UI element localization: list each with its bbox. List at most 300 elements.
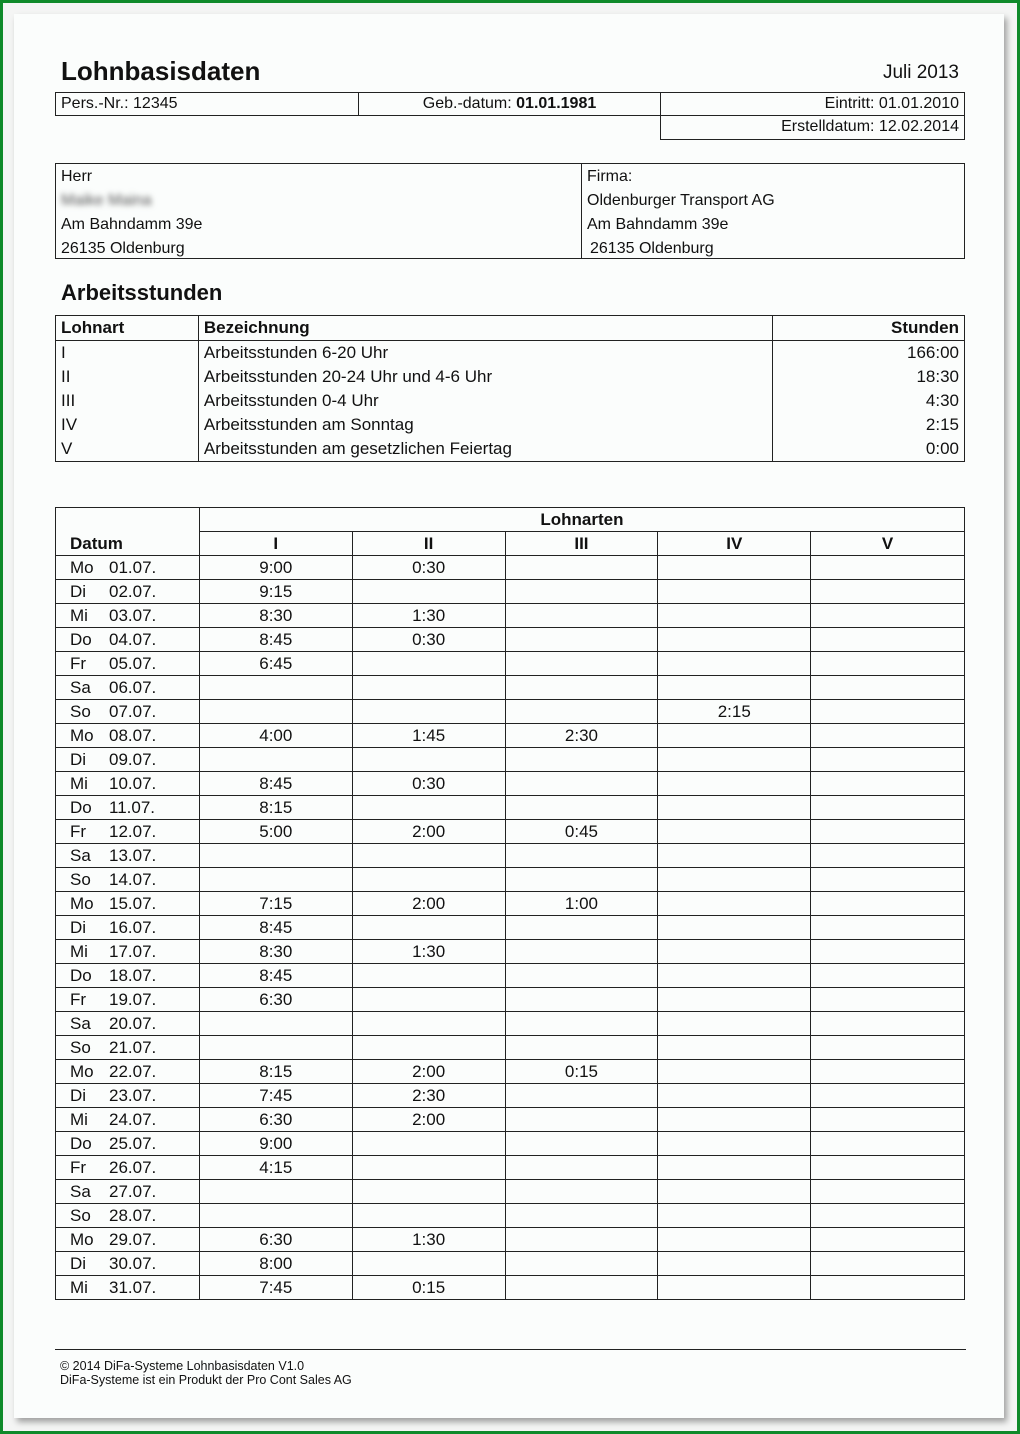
hours-col-iv	[658, 964, 811, 988]
wage-type-description: Arbeitsstunden 6-20 Uhr	[198, 341, 772, 366]
date: 19.07.	[109, 990, 157, 1009]
hours-col-iv	[658, 724, 811, 748]
hours-col-v	[811, 1036, 965, 1060]
hours-col-ii	[352, 868, 505, 892]
hours-col-i: 6:30	[199, 988, 352, 1012]
weekday: Di	[70, 750, 87, 769]
hours-col-ii	[352, 964, 505, 988]
hours-col-iv	[658, 1276, 811, 1300]
day-date-cell	[56, 868, 200, 892]
day-date-cell	[56, 796, 200, 820]
weekday: Mi	[70, 942, 88, 961]
day-row	[56, 940, 965, 964]
header-col-iii: III	[505, 532, 658, 556]
hours-col-iv	[658, 1060, 811, 1084]
hours-col-v	[811, 700, 965, 724]
weekday: Sa	[70, 1014, 91, 1033]
header-datum: Datum	[56, 532, 200, 556]
hours-col-iii	[505, 1252, 658, 1276]
weekday: Mi	[70, 774, 88, 793]
pers-nr-cell	[55, 92, 359, 116]
hours-col-iv	[658, 1252, 811, 1276]
date: 20.07.	[109, 1014, 157, 1033]
wage-type-code: II	[56, 365, 199, 389]
hours-col-ii	[352, 844, 505, 868]
day-date-cell	[56, 652, 200, 676]
date: 01.07.	[109, 558, 157, 577]
wage-type-description: Arbeitsstunden 0-4 Uhr	[198, 389, 772, 413]
hours-col-ii	[352, 1180, 505, 1204]
day-date-cell	[56, 988, 200, 1012]
hours-col-ii: 1:30	[352, 1228, 505, 1252]
weekday: Mi	[70, 1110, 88, 1129]
weekday: So	[70, 1206, 91, 1225]
day-date-cell	[56, 1108, 200, 1132]
day-row	[56, 1012, 965, 1036]
day-row	[56, 916, 965, 940]
hours-col-iii: 2:30	[505, 724, 658, 748]
hours-col-iv	[658, 940, 811, 964]
weekday: Do	[70, 966, 92, 985]
period-label: Juli 2013	[882, 62, 959, 83]
group-header-row	[56, 508, 965, 532]
hours-col-ii: 1:45	[352, 724, 505, 748]
hours-col-ii: 1:30	[352, 940, 505, 964]
hours-col-iii	[505, 1204, 658, 1228]
hours-col-ii	[352, 652, 505, 676]
hours-col-i: 8:15	[199, 796, 352, 820]
hours-col-i	[199, 844, 352, 868]
employee-city: 26135 Oldenburg	[61, 240, 185, 257]
hours-col-v	[811, 580, 965, 604]
header-col-v: V	[811, 532, 965, 556]
hours-col-v	[811, 748, 965, 772]
hours-col-iv	[658, 796, 811, 820]
hours-col-iii	[505, 676, 658, 700]
hours-col-iii	[505, 1108, 658, 1132]
company-label: Firma:	[587, 168, 633, 185]
day-row	[56, 652, 965, 676]
hours-col-v	[811, 1108, 965, 1132]
wage-type-row	[56, 437, 965, 462]
weekday: Fr	[70, 1158, 87, 1177]
weekday: Mo	[70, 558, 94, 577]
hours-col-ii: 2:00	[352, 892, 505, 916]
hours-col-ii	[352, 748, 505, 772]
hours-col-ii: 0:30	[352, 772, 505, 796]
day-date-cell	[56, 1036, 200, 1060]
hours-col-i: 8:45	[199, 628, 352, 652]
hours-col-ii: 2:00	[352, 1060, 505, 1084]
document-page	[14, 14, 1004, 1418]
hours-col-iv	[658, 772, 811, 796]
hours-col-ii	[352, 1036, 505, 1060]
wage-type-row	[56, 413, 965, 437]
wage-type-hours: 18:30	[773, 365, 965, 389]
wage-type-hours: 166:00	[773, 341, 965, 366]
hours-col-iv	[658, 652, 811, 676]
hours-col-iii	[505, 940, 658, 964]
hours-col-v	[811, 820, 965, 844]
date: 05.07.	[109, 654, 157, 673]
day-date-cell	[56, 1084, 200, 1108]
date: 24.07.	[109, 1110, 157, 1129]
hours-col-iii	[505, 772, 658, 796]
wage-types-table	[55, 315, 965, 462]
weekday: So	[70, 1038, 91, 1057]
day-date-cell	[56, 892, 200, 916]
weekday: Mo	[70, 1062, 94, 1081]
hours-col-v	[811, 1180, 965, 1204]
day-date-cell	[56, 1060, 200, 1084]
employee-street: Am Bahndamm 39e	[61, 216, 203, 233]
day-row	[56, 1204, 965, 1228]
day-row	[56, 724, 965, 748]
hours-col-v	[811, 844, 965, 868]
address-box	[55, 163, 965, 259]
hours-col-v	[811, 628, 965, 652]
footer	[60, 1359, 352, 1387]
hours-col-i: 4:00	[199, 724, 352, 748]
date: 29.07.	[109, 1230, 157, 1249]
hours-col-v	[811, 964, 965, 988]
day-date-cell	[56, 964, 200, 988]
day-row	[56, 1036, 965, 1060]
created-date-value: 12.02.2014	[878, 118, 959, 135]
hours-col-iii	[505, 1180, 658, 1204]
date: 09.07.	[109, 750, 157, 769]
wage-type-code: V	[56, 437, 199, 462]
birthdate-value: 01.01.1981	[516, 95, 597, 112]
hours-col-iv	[658, 820, 811, 844]
day-date-cell	[56, 676, 200, 700]
date: 04.07.	[109, 630, 157, 649]
date: 03.07.	[109, 606, 157, 625]
weekday: Mo	[70, 894, 94, 913]
birthdate-cell	[358, 92, 661, 116]
hours-col-i: 8:15	[199, 1060, 352, 1084]
hours-col-iv	[658, 628, 811, 652]
hours-col-i: 6:30	[199, 1108, 352, 1132]
wage-type-description: Arbeitsstunden 20-24 Uhr und 4-6 Uhr	[198, 365, 772, 389]
day-row	[56, 844, 965, 868]
date: 16.07.	[109, 918, 157, 937]
hours-col-i	[199, 1204, 352, 1228]
hours-col-i	[199, 868, 352, 892]
date-header-top	[56, 508, 200, 532]
hours-col-v	[811, 652, 965, 676]
day-row	[56, 700, 965, 724]
hours-col-iii	[505, 628, 658, 652]
day-row	[56, 628, 965, 652]
day-row	[56, 556, 965, 580]
header-lohnart: Lohnart	[56, 316, 199, 341]
wage-type-code: IV	[56, 413, 199, 437]
day-date-cell	[56, 724, 200, 748]
day-row	[56, 1180, 965, 1204]
hours-col-ii	[352, 1012, 505, 1036]
hours-col-v	[811, 940, 965, 964]
hours-col-iv	[658, 1180, 811, 1204]
created-date-label: Erstelldatum:	[781, 118, 875, 135]
hours-col-ii	[352, 1204, 505, 1228]
day-date-cell	[56, 748, 200, 772]
day-row	[56, 1108, 965, 1132]
weekday: Di	[70, 582, 87, 601]
day-date-cell	[56, 1228, 200, 1252]
date: 18.07.	[109, 966, 157, 985]
hours-col-i	[199, 1036, 352, 1060]
wage-type-row	[56, 389, 965, 413]
company-city: 26135 Oldenburg	[590, 240, 714, 257]
hours-col-iv	[658, 1036, 811, 1060]
weekday: Sa	[70, 1182, 91, 1201]
hours-col-iii	[505, 604, 658, 628]
hours-col-i	[199, 1180, 352, 1204]
hours-col-iv	[658, 1132, 811, 1156]
day-row	[56, 796, 965, 820]
day-date-cell	[56, 772, 200, 796]
column-header-row	[56, 532, 965, 556]
day-row	[56, 1156, 965, 1180]
date: 27.07.	[109, 1182, 157, 1201]
hours-col-v	[811, 1252, 965, 1276]
hours-col-iv	[658, 1084, 811, 1108]
day-row	[56, 1252, 965, 1276]
weekday: So	[70, 870, 91, 889]
footer-copyright: © 2014 DiFa-Systeme Lohnbasisdaten V1.0	[60, 1359, 305, 1373]
date: 14.07.	[109, 870, 157, 889]
hours-col-i: 9:15	[199, 580, 352, 604]
weekday: Fr	[70, 990, 87, 1009]
date: 21.07.	[109, 1038, 157, 1057]
wage-type-row	[56, 365, 965, 389]
date: 12.07.	[109, 822, 157, 841]
day-row	[56, 748, 965, 772]
hours-col-v	[811, 1204, 965, 1228]
date: 28.07.	[109, 1206, 157, 1225]
hours-col-iii	[505, 748, 658, 772]
employee-name: Maike Maina	[61, 192, 152, 209]
hours-col-iii	[505, 652, 658, 676]
hours-col-v	[811, 772, 965, 796]
created-date-cell	[660, 115, 965, 140]
hours-col-iv	[658, 1108, 811, 1132]
hours-col-i: 7:15	[199, 892, 352, 916]
day-date-cell	[56, 580, 200, 604]
day-date-cell	[56, 1180, 200, 1204]
header-col-ii: II	[352, 532, 505, 556]
hours-col-v	[811, 1060, 965, 1084]
hours-col-iv	[658, 1156, 811, 1180]
hours-col-iv	[658, 748, 811, 772]
hours-col-v	[811, 1228, 965, 1252]
hours-col-i: 8:30	[199, 940, 352, 964]
hours-col-ii: 0:15	[352, 1276, 505, 1300]
date: 13.07.	[109, 846, 157, 865]
hours-col-ii: 1:30	[352, 604, 505, 628]
day-date-cell	[56, 820, 200, 844]
section-title: Arbeitsstunden	[61, 280, 223, 305]
daily-hours-table	[55, 507, 965, 1300]
day-row	[56, 892, 965, 916]
hours-col-iv	[658, 868, 811, 892]
hours-col-v	[811, 1132, 965, 1156]
header-col-i: I	[199, 532, 352, 556]
hours-col-iii	[505, 580, 658, 604]
document-title: Lohnbasisdaten	[61, 56, 261, 86]
hours-col-iii	[505, 1036, 658, 1060]
hours-col-i: 8:00	[199, 1252, 352, 1276]
pers-nr-value: 12345	[133, 95, 178, 112]
hours-col-iii	[505, 964, 658, 988]
hours-col-iv: 2:15	[658, 700, 811, 724]
hours-col-ii: 2:30	[352, 1084, 505, 1108]
hours-col-i	[199, 676, 352, 700]
hours-col-iii: 0:15	[505, 1060, 658, 1084]
wage-type-description: Arbeitsstunden am Sonntag	[198, 413, 772, 437]
hours-col-iv	[658, 892, 811, 916]
day-date-cell	[56, 1132, 200, 1156]
hours-col-iii	[505, 1156, 658, 1180]
hours-col-ii	[352, 1156, 505, 1180]
company-name: Oldenburger Transport AG	[587, 192, 775, 209]
day-date-cell	[56, 844, 200, 868]
day-row	[56, 772, 965, 796]
hours-col-i: 6:45	[199, 652, 352, 676]
weekday: Do	[70, 798, 92, 817]
day-date-cell	[56, 1252, 200, 1276]
wage-type-description: Arbeitsstunden am gesetzlichen Feiertag	[198, 437, 772, 462]
hours-col-v	[811, 556, 965, 580]
wage-type-row	[56, 341, 965, 366]
hours-col-iii	[505, 1228, 658, 1252]
hours-col-ii	[352, 796, 505, 820]
hours-col-v	[811, 988, 965, 1012]
date: 30.07.	[109, 1254, 157, 1273]
hours-col-iv	[658, 988, 811, 1012]
date: 17.07.	[109, 942, 157, 961]
hours-col-iv	[658, 1012, 811, 1036]
hours-col-iv	[658, 556, 811, 580]
weekday: Fr	[70, 822, 87, 841]
weekday: Do	[70, 630, 92, 649]
hours-col-i: 8:45	[199, 964, 352, 988]
hours-col-i: 9:00	[199, 1132, 352, 1156]
entry-date-cell	[660, 92, 965, 116]
hours-col-ii	[352, 580, 505, 604]
hours-col-v	[811, 1084, 965, 1108]
hours-col-iii: 0:45	[505, 820, 658, 844]
day-date-cell	[56, 604, 200, 628]
day-date-cell	[56, 916, 200, 940]
header-stunden: Stunden	[773, 316, 965, 341]
employee-salutation: Herr	[61, 168, 93, 185]
hours-col-ii	[352, 700, 505, 724]
hours-col-iii	[505, 988, 658, 1012]
day-date-cell	[56, 1156, 200, 1180]
hours-col-iii	[505, 1012, 658, 1036]
hours-col-v	[811, 1276, 965, 1300]
hours-col-ii: 0:30	[352, 628, 505, 652]
hours-col-iii	[505, 700, 658, 724]
date: 22.07.	[109, 1062, 157, 1081]
weekday: Mi	[70, 1278, 88, 1297]
hours-col-i: 7:45	[199, 1276, 352, 1300]
footer-product: DiFa-Systeme ist ein Produkt der Pro Cont Sales AG	[60, 1373, 352, 1387]
date: 15.07.	[109, 894, 157, 913]
hours-col-v	[811, 892, 965, 916]
hours-col-ii: 0:30	[352, 556, 505, 580]
hours-col-ii	[352, 1252, 505, 1276]
wage-type-hours: 0:00	[773, 437, 965, 462]
hours-col-iii: 1:00	[505, 892, 658, 916]
weekday: Di	[70, 1086, 87, 1105]
hours-col-i: 4:15	[199, 1156, 352, 1180]
day-row	[56, 1276, 965, 1300]
date: 08.07.	[109, 726, 157, 745]
day-date-cell	[56, 1012, 200, 1036]
day-row	[56, 1060, 965, 1084]
entry-date-label: Eintritt:	[824, 95, 875, 112]
day-date-cell	[56, 1204, 200, 1228]
hours-col-ii: 2:00	[352, 820, 505, 844]
day-row	[56, 988, 965, 1012]
hours-col-v	[811, 868, 965, 892]
day-row	[56, 1228, 965, 1252]
hours-col-iv	[658, 604, 811, 628]
weekday: So	[70, 702, 91, 721]
hours-col-v	[811, 724, 965, 748]
day-row	[56, 1132, 965, 1156]
date: 06.07.	[109, 678, 157, 697]
wage-type-code: I	[56, 341, 199, 366]
hours-col-iii	[505, 868, 658, 892]
hours-col-i: 7:45	[199, 1084, 352, 1108]
hours-col-iii	[505, 796, 658, 820]
date: 07.07.	[109, 702, 157, 721]
hours-col-ii	[352, 988, 505, 1012]
hours-col-i: 8:45	[199, 916, 352, 940]
date: 23.07.	[109, 1086, 157, 1105]
company-street: Am Bahndamm 39e	[587, 216, 729, 233]
hours-col-v	[811, 676, 965, 700]
day-row	[56, 964, 965, 988]
day-row	[56, 1084, 965, 1108]
date: 11.07.	[109, 798, 156, 817]
hours-col-iv	[658, 844, 811, 868]
date: 25.07.	[109, 1134, 157, 1153]
hours-col-iii	[505, 1084, 658, 1108]
weekday: Di	[70, 1254, 87, 1273]
weekday: Mo	[70, 726, 94, 745]
day-row	[56, 580, 965, 604]
hours-col-iii	[505, 844, 658, 868]
company-address	[582, 164, 964, 258]
wage-type-code: III	[56, 389, 199, 413]
header-bezeichnung: Bezeichnung	[198, 316, 772, 341]
hours-col-i: 8:45	[199, 772, 352, 796]
day-row	[56, 868, 965, 892]
day-row	[56, 676, 965, 700]
wage-type-hours: 2:15	[773, 413, 965, 437]
hours-col-ii: 2:00	[352, 1108, 505, 1132]
header-col-iv: IV	[658, 532, 811, 556]
date: 31.07.	[109, 1278, 157, 1297]
date: 10.07.	[109, 774, 157, 793]
day-date-cell	[56, 556, 200, 580]
wage-types-header-row	[56, 316, 965, 341]
